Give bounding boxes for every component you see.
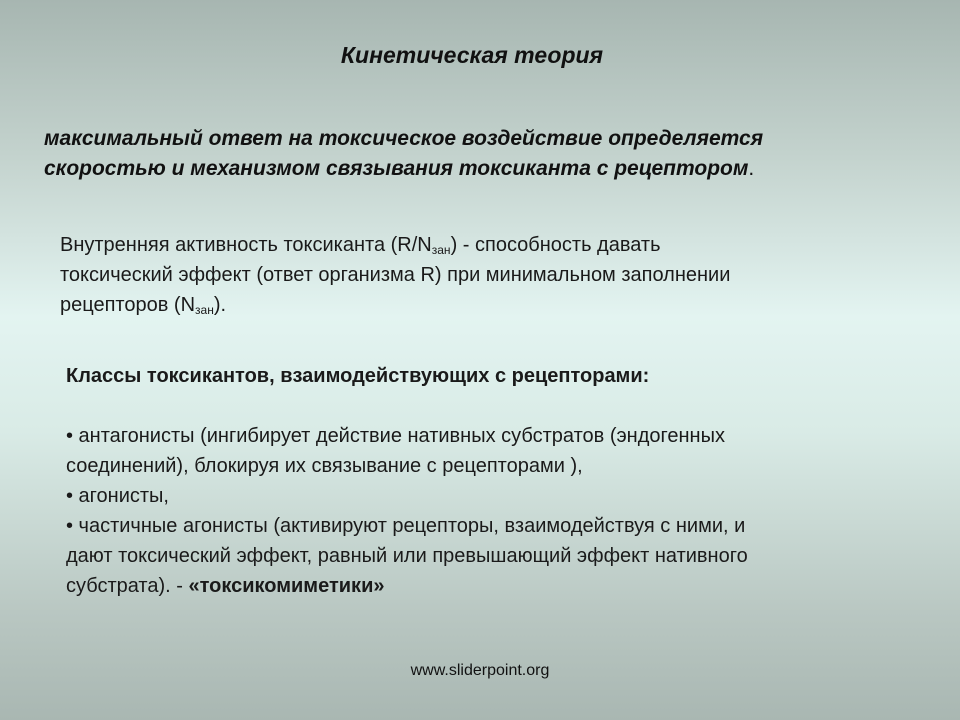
activity-line-3-start: рецепторов (N <box>60 294 196 316</box>
list-item-line-start: субстрата). - <box>66 575 189 597</box>
intrinsic-activity-paragraph <box>60 230 900 320</box>
list-item-line: • антагонисты (ингибирует действие нативных субстратов (эндогенных <box>66 425 725 447</box>
list-item-line: соединений), блокируя их связывание с рецепторами ), <box>66 455 583 477</box>
list-item-line <box>66 571 906 601</box>
classes-heading: Классы токсикантов, взаимодействующих с рецепторами: <box>66 365 650 387</box>
activity-line-3-end: ). <box>213 294 227 316</box>
activity-line-1-end: ) - способность давать <box>450 234 661 256</box>
slide-title: Кинетическая теория <box>340 42 604 68</box>
definition-text <box>44 124 924 184</box>
definition-line-2-text: скоростью и механизмом связывания токсиканта с рецептором <box>44 157 749 180</box>
activity-line-2: токсический эффект (ответ организма R) при минимальном заполнении <box>60 264 731 286</box>
subscript-zan: зан <box>431 243 451 257</box>
toxicomimetics-term: «токсикомиметики» <box>188 575 385 597</box>
definition-line-1: максимальный ответ на токсическое воздействие определяется <box>44 127 764 150</box>
subscript-zan: зан <box>195 303 214 317</box>
list-item-partial-agonists <box>66 511 906 601</box>
list-item-agonists <box>66 481 906 511</box>
list-item-antagonists <box>66 421 906 481</box>
list-item-line: дают токсический эффект, равный или превышающий эффект нативного <box>66 545 748 567</box>
activity-line-1-start: Внутренняя активность токсиканта (R/N <box>60 234 432 256</box>
list-item-line: • частичные агонисты (активируют рецепторы, взаимодействуя с ними, и <box>66 515 746 537</box>
definition-line-2 <box>44 154 924 184</box>
list-item-line: • агонисты, <box>66 485 169 507</box>
activity-line-1 <box>60 230 900 260</box>
toxicant-classes-section <box>66 361 906 601</box>
footer-website: www.sliderpoint.org <box>410 662 550 679</box>
definition-period: . <box>748 157 755 180</box>
activity-line-3 <box>60 290 900 320</box>
